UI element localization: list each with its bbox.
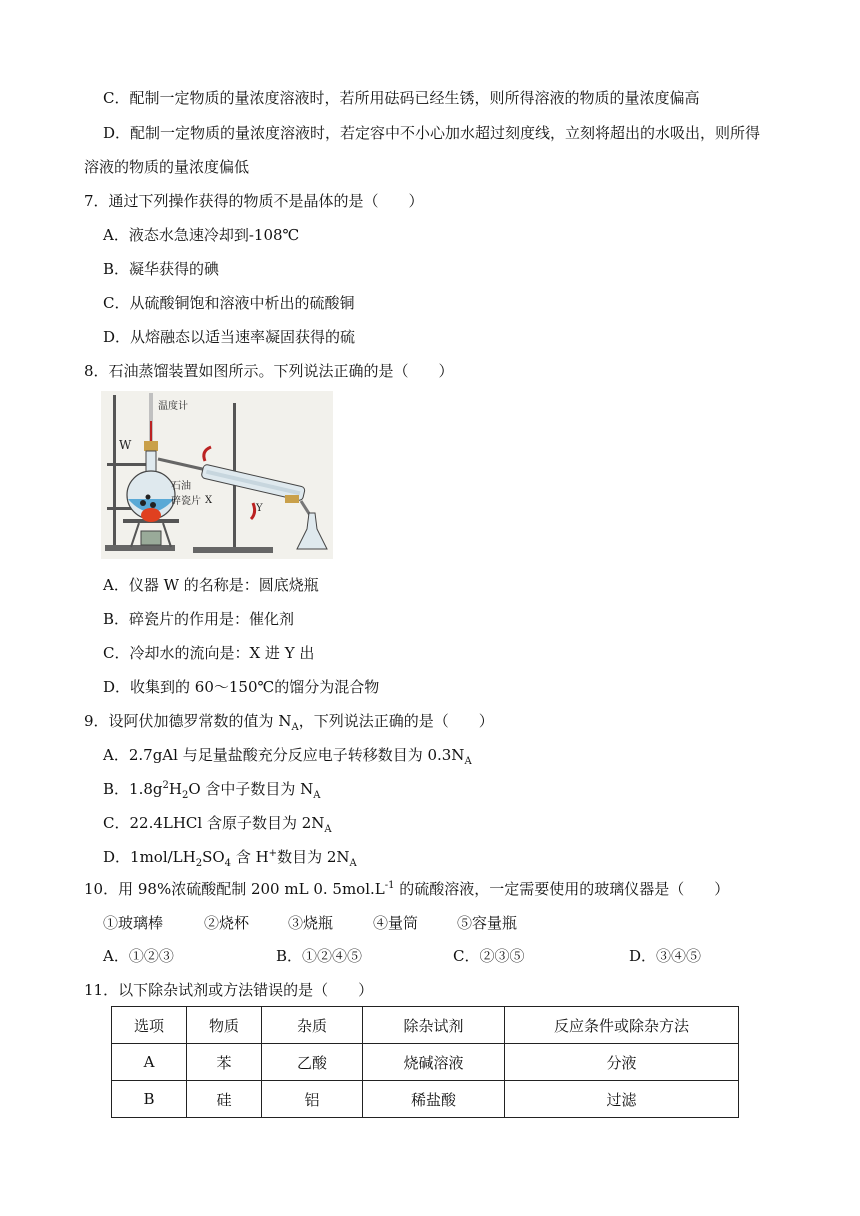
table-header-row <box>112 1007 739 1044</box>
q10-option-d: D．③④⑤ <box>629 947 702 965</box>
table-cell: 乙酸 <box>262 1044 363 1081</box>
q7-option-c: C．从硫酸铜饱和溶液中析出的硫酸铜 <box>103 294 355 312</box>
table-cell: 铝 <box>262 1081 363 1118</box>
table-header: 反应条件或除杂方法 <box>505 1007 739 1044</box>
q8-option-d: D．收集到的 60～150℃的馏分为混合物 <box>103 678 380 696</box>
q6-option-d-continued: 溶液的物质的量浓度偏低 <box>84 158 250 176</box>
label-x: X <box>205 495 213 506</box>
table-cell: 过滤 <box>505 1081 739 1118</box>
q8-option-b: B．碎瓷片的作用是：催化剂 <box>103 610 295 628</box>
q10-option-b: B．①②④⑤ <box>276 947 363 965</box>
q11-stem: 11．以下除杂试剂或方法错误的是（ ） <box>84 981 374 999</box>
table-header: 选项 <box>112 1007 187 1044</box>
q7-option-d: D．从熔融态以适当速率凝固获得的硫 <box>103 328 356 346</box>
table-header: 物质 <box>187 1007 262 1044</box>
stopper <box>144 441 158 451</box>
table-row <box>112 1081 739 1118</box>
q9-option-a: A．2.7gAl 与足量盐酸充分反应电子转移数目为 $0.3N_A$ <box>103 746 472 767</box>
q10-item: ④量筒 <box>373 914 419 932</box>
q9-stem: 9．设阿伏加德罗常数的值为 $N_A$，下列说法正确的是（ ） <box>84 712 494 733</box>
q9-option-d: D．$1mol/LH_2SO_4$ 含 H+数目为 $2N_A$ <box>103 848 357 869</box>
q9-option-c: C．22.4LHCl 含原子数目为 $2N_A$ <box>103 814 332 835</box>
label-chips: 碎瓷片 <box>171 496 201 507</box>
q8-option-c: C．冷却水的流向是：X 进 Y 出 <box>103 644 315 662</box>
table-cell: A <box>112 1044 187 1081</box>
q7-option-a: A．液态水急速冷却到-108℃ <box>103 226 300 244</box>
q6-option-d: D．配制一定物质的量浓度溶液时，若定容中不小心加水超过刻度线，立刻将超出的水吸出，则所得 <box>103 124 761 142</box>
label-y: Y <box>256 503 263 514</box>
table-cell: B <box>112 1081 187 1118</box>
q10-option-c: C．②③⑤ <box>453 947 525 965</box>
q10-option-a: A．①②③ <box>103 947 174 965</box>
flame <box>141 508 161 522</box>
table-cell: 苯 <box>187 1044 262 1081</box>
q10-item: ③烧瓶 <box>288 914 334 932</box>
q7-option-b: B．凝华获得的碘 <box>103 260 220 278</box>
q10-item: ②烧杯 <box>204 914 250 932</box>
label-thermometer: 温度计 <box>158 401 188 412</box>
q8-option-a: A．仪器 W 的名称是：圆底烧瓶 <box>103 576 319 594</box>
q10-item: ⑤容量瓶 <box>457 914 518 932</box>
label-w: W <box>119 438 132 452</box>
table-cell: 分液 <box>505 1044 739 1081</box>
table-cell: 稀盐酸 <box>363 1081 505 1118</box>
table-header: 除杂试剂 <box>363 1007 505 1044</box>
distillation-apparatus-figure <box>101 391 333 559</box>
q8-stem: 8．石油蒸馏装置如图所示。下列说法正确的是（ ） <box>84 362 454 380</box>
stand-rod-left <box>113 395 116 547</box>
impurity-removal-table <box>111 1006 739 1118</box>
label-oil: 石油 <box>171 481 191 492</box>
table-cell: 硅 <box>187 1081 262 1118</box>
q9-option-b: B．$1.8g^2H_2O$ 含中子数目为 $N_A$ <box>103 780 321 801</box>
table-row <box>112 1044 739 1081</box>
table-header: 杂质 <box>262 1007 363 1044</box>
q10-item: ①玻璃棒 <box>103 914 164 932</box>
stand-base-left <box>105 545 175 551</box>
q7-stem: 7．通过下列操作获得的物质不是晶体的是（ ） <box>84 192 424 210</box>
table-cell: 烧碱溶液 <box>363 1044 505 1081</box>
q10-stem: 10．用 98%浓硫酸配制 200 mL 0. $5mol.L^{-1}$ 的硫酸溶液，一定需要使用的玻璃仪器是（ ） <box>84 880 730 898</box>
q6-option-c: C．配制一定物质的量浓度溶液时，若所用砝码已经生锈，则所得溶液的物质的量浓度偏高 <box>103 89 700 107</box>
